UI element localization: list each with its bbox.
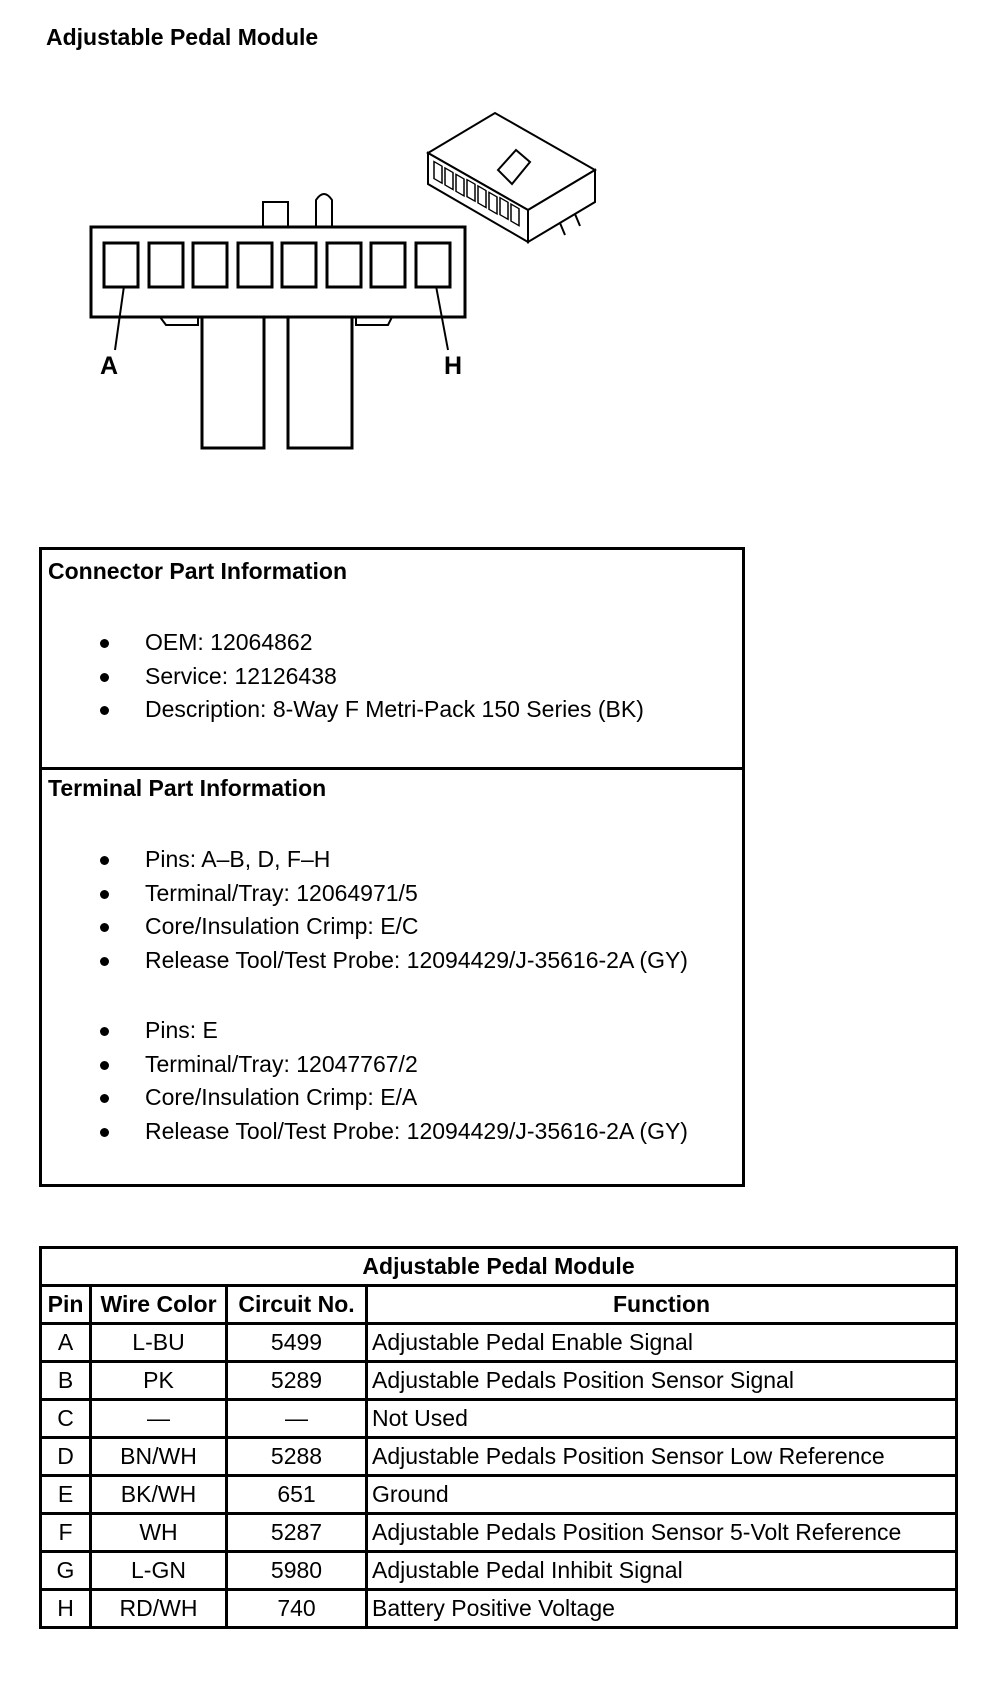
- pin-label-a: A: [100, 352, 119, 380]
- function-cell: Ground: [367, 1476, 957, 1514]
- list-item: Description: 8-Way F Metri-Pack 150 Series (BK): [100, 693, 644, 727]
- pin-cell: F: [41, 1514, 91, 1552]
- function-cell: Adjustable Pedals Position Sensor Low Reference: [367, 1438, 957, 1476]
- list-item: Pins: E: [100, 1014, 688, 1048]
- header-pin: Pin: [41, 1286, 91, 1324]
- wire-color-cell: L-GN: [91, 1552, 227, 1590]
- list-item: Release Tool/Test Probe: 12094429/J-35616-2A (GY): [100, 944, 688, 978]
- connector-info-title: Connector Part Information: [48, 558, 348, 584]
- pin-label-h: H: [444, 352, 463, 380]
- list-item: Terminal/Tray: 12064971/5: [100, 877, 688, 911]
- table-row: [41, 1324, 957, 1362]
- connector-part-information: [42, 550, 742, 770]
- list-item: Core/Insulation Crimp: E/A: [100, 1081, 688, 1115]
- table-row: [41, 1362, 957, 1400]
- list-item: Service: 12126438: [100, 660, 644, 694]
- circuit-cell: 5288: [227, 1438, 367, 1476]
- function-cell: Adjustable Pedal Enable Signal: [367, 1324, 957, 1362]
- function-cell: Adjustable Pedals Position Sensor 5-Volt Reference: [367, 1514, 957, 1552]
- wire-color-cell: PK: [91, 1362, 227, 1400]
- terminal-group-2-list: [100, 1014, 688, 1148]
- header-circuit-no: Circuit No.: [227, 1286, 367, 1324]
- list-item: Terminal/Tray: 12047767/2: [100, 1048, 688, 1082]
- table-row: [41, 1590, 957, 1628]
- header-wire-color: Wire Color: [91, 1286, 227, 1324]
- pinout-table: [39, 1246, 958, 1629]
- list-item: OEM: 12064862: [100, 626, 644, 660]
- table-row: [41, 1400, 957, 1438]
- pin-cell: G: [41, 1552, 91, 1590]
- circuit-cell: 5499: [227, 1324, 367, 1362]
- function-cell: Not Used: [367, 1400, 957, 1438]
- pin-cell: B: [41, 1362, 91, 1400]
- pin-cell: D: [41, 1438, 91, 1476]
- circuit-cell: 740: [227, 1590, 367, 1628]
- table-caption-row: [41, 1248, 957, 1286]
- header-function: Function: [367, 1286, 957, 1324]
- table-caption: Adjustable Pedal Module: [41, 1248, 957, 1286]
- circuit-cell: 5980: [227, 1552, 367, 1590]
- pin-cell: E: [41, 1476, 91, 1514]
- circuit-cell: —: [227, 1400, 367, 1438]
- list-item: Core/Insulation Crimp: E/C: [100, 910, 688, 944]
- table-row: [41, 1514, 957, 1552]
- pin-cell: H: [41, 1590, 91, 1628]
- pin-cell: A: [41, 1324, 91, 1362]
- function-cell: Battery Positive Voltage: [367, 1590, 957, 1628]
- table-row: [41, 1438, 957, 1476]
- circuit-cell: 5287: [227, 1514, 367, 1552]
- wire-color-cell: —: [91, 1400, 227, 1438]
- connector-diagram: [0, 0, 1008, 480]
- terminal-group-1-list: [100, 843, 688, 977]
- wire-color-cell: BK/WH: [91, 1476, 227, 1514]
- table-header-row: [41, 1286, 957, 1324]
- wire-color-cell: RD/WH: [91, 1590, 227, 1628]
- wire-color-cell: L-BU: [91, 1324, 227, 1362]
- table-row: [41, 1476, 957, 1514]
- function-cell: Adjustable Pedals Position Sensor Signal: [367, 1362, 957, 1400]
- circuit-cell: 5289: [227, 1362, 367, 1400]
- function-cell: Adjustable Pedal Inhibit Signal: [367, 1552, 957, 1590]
- wire-color-cell: WH: [91, 1514, 227, 1552]
- terminal-part-information: [42, 767, 742, 1184]
- page-title: Adjustable Pedal Module: [46, 24, 319, 50]
- connector-info-list: [100, 626, 644, 727]
- wire-color-cell: BN/WH: [91, 1438, 227, 1476]
- list-item: Pins: A–B, D, F–H: [100, 843, 688, 877]
- table-row: [41, 1552, 957, 1590]
- pin-cell: C: [41, 1400, 91, 1438]
- terminal-info-title: Terminal Part Information: [48, 775, 327, 801]
- part-information-box: [39, 547, 745, 1187]
- circuit-cell: 651: [227, 1476, 367, 1514]
- list-item: Release Tool/Test Probe: 12094429/J-35616-2A (GY): [100, 1115, 688, 1149]
